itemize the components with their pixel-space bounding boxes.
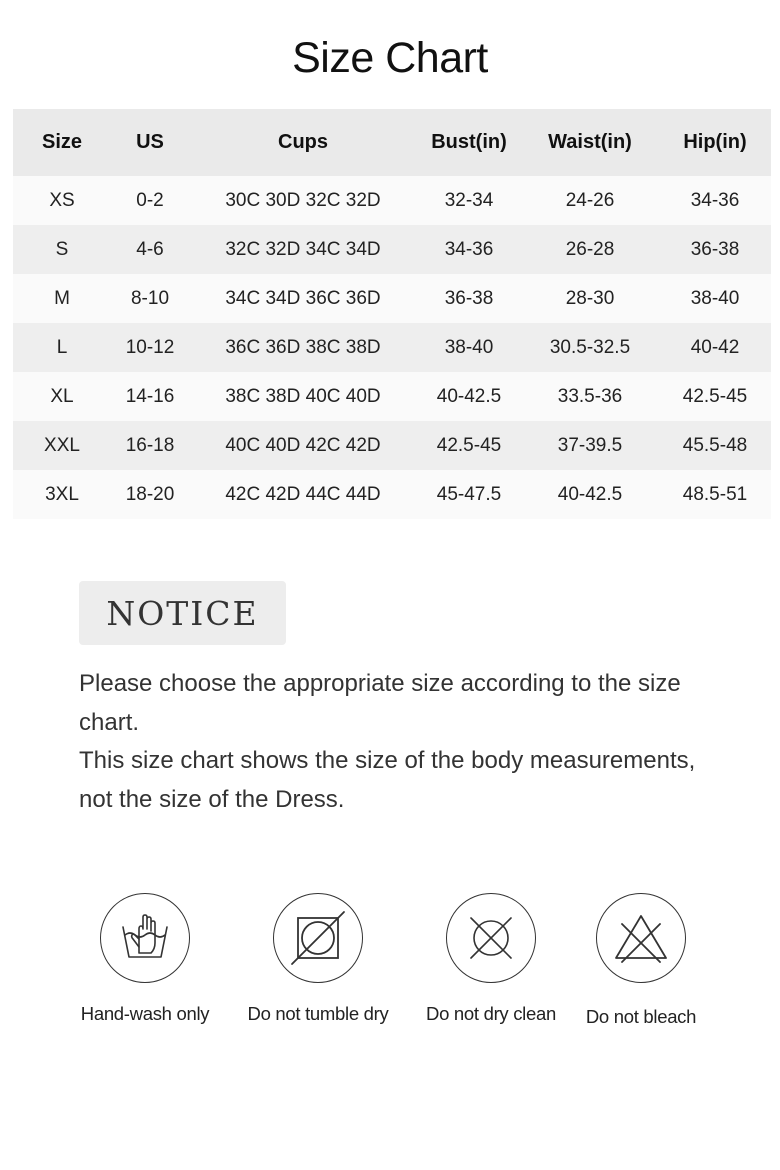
table-row [13, 176, 771, 225]
cell-us: 0-2 [111, 176, 189, 225]
cell-size: XS [13, 176, 111, 225]
care-label: Do not dry clean [426, 1003, 556, 1024]
cell-size: M [13, 274, 111, 323]
care-label: Do not bleach [585, 1006, 697, 1027]
table-row [13, 225, 771, 274]
do-not-bleach-icon [610, 910, 672, 966]
cell-waist: 37-39.5 [521, 421, 659, 470]
cell-bust: 40-42.5 [417, 372, 521, 421]
cell-bust: 42.5-45 [417, 421, 521, 470]
header-us: US [111, 109, 189, 176]
cell-size: XL [13, 372, 111, 421]
cell-bust: 45-47.5 [417, 470, 521, 519]
cell-size: L [13, 323, 111, 372]
header-bust: Bust(in) [417, 109, 521, 176]
cell-size: 3XL [13, 470, 111, 519]
size-table [13, 109, 771, 519]
cell-hip: 36-38 [659, 225, 771, 274]
cell-bust: 34-36 [417, 225, 521, 274]
cell-us: 4-6 [111, 225, 189, 274]
cell-bust: 32-34 [417, 176, 521, 225]
hand-wash-icon [115, 913, 175, 963]
cell-bust: 38-40 [417, 323, 521, 372]
care-label: Hand-wash only [80, 1003, 210, 1024]
care-circle [596, 893, 686, 983]
notice-heading: NOTICE [106, 593, 259, 633]
cell-waist: 26-28 [521, 225, 659, 274]
cell-waist: 28-30 [521, 274, 659, 323]
notice-line: This size chart shows the size of the body measurements, not the size of the Dress. [79, 747, 696, 813]
cell-size: S [13, 225, 111, 274]
care-item-tumble-dry [228, 893, 408, 1025]
table-header-row [13, 109, 771, 176]
cell-cups: 34C 34D 36C 36D [189, 274, 417, 323]
care-circle [273, 893, 363, 983]
do-not-tumble-dry-icon [286, 906, 350, 970]
cell-us: 18-20 [111, 470, 189, 519]
cell-us: 10-12 [111, 323, 189, 372]
do-not-dry-clean-icon [461, 908, 521, 968]
cell-waist: 40-42.5 [521, 470, 659, 519]
notice-line: Please choose the appropriate size according to the size chart. [79, 670, 681, 736]
cell-cups: 40C 40D 42C 42D [189, 421, 417, 470]
header-waist: Waist(in) [521, 109, 659, 176]
cell-cups: 36C 36D 38C 38D [189, 323, 417, 372]
cell-hip: 42.5-45 [659, 372, 771, 421]
notice-text [79, 665, 729, 819]
cell-waist: 24-26 [521, 176, 659, 225]
care-item-bleach [551, 893, 731, 1028]
cell-cups: 32C 32D 34C 34D [189, 225, 417, 274]
care-circle [100, 893, 190, 983]
cell-cups: 38C 38D 40C 40D [189, 372, 417, 421]
table-row [13, 323, 771, 372]
care-circle [446, 893, 536, 983]
cell-waist: 33.5-36 [521, 372, 659, 421]
care-item-hand-wash [55, 893, 235, 1025]
table-row [13, 470, 771, 519]
header-hip: Hip(in) [659, 109, 771, 176]
header-size: Size [13, 109, 111, 176]
cell-waist: 30.5-32.5 [521, 323, 659, 372]
cell-size: XXL [13, 421, 111, 470]
cell-bust: 36-38 [417, 274, 521, 323]
table-row [13, 274, 771, 323]
cell-cups: 30C 30D 32C 32D [189, 176, 417, 225]
cell-hip: 38-40 [659, 274, 771, 323]
cell-cups: 42C 42D 44C 44D [189, 470, 417, 519]
table-row [13, 372, 771, 421]
cell-hip: 34-36 [659, 176, 771, 225]
cell-us: 16-18 [111, 421, 189, 470]
notice-heading-box [79, 581, 286, 645]
cell-us: 14-16 [111, 372, 189, 421]
page-title: Size Chart [292, 34, 488, 82]
header-cups: Cups [189, 109, 417, 176]
cell-hip: 45.5-48 [659, 421, 771, 470]
cell-hip: 48.5-51 [659, 470, 771, 519]
table-row [13, 421, 771, 470]
care-label: Do not tumble dry [247, 1003, 389, 1024]
cell-us: 8-10 [111, 274, 189, 323]
cell-hip: 40-42 [659, 323, 771, 372]
